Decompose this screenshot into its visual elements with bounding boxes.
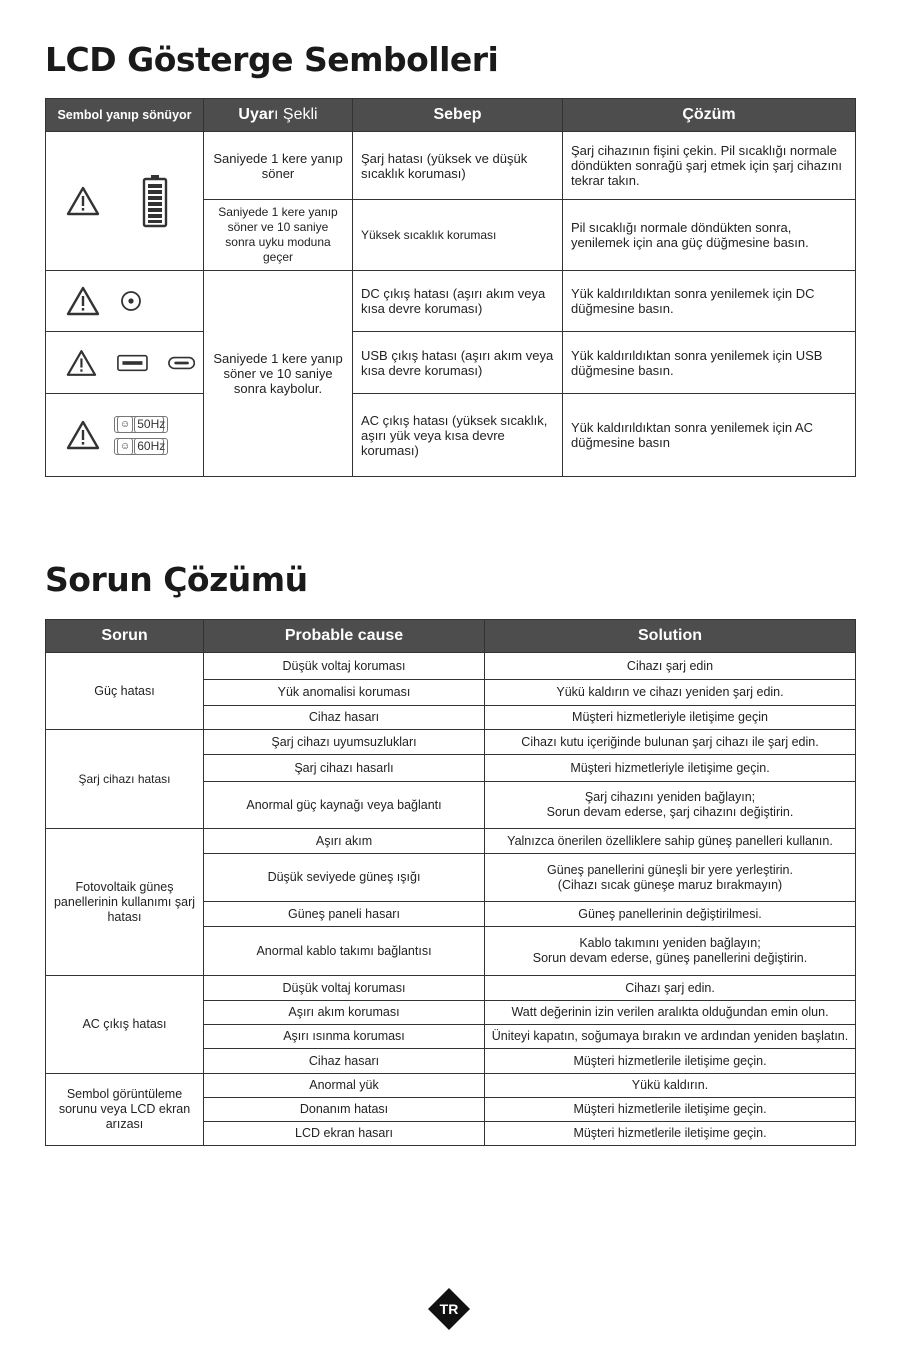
solution-line: Sorun devam ederse, şarj cihazını değiştirin.	[546, 805, 794, 819]
cause-cell: Şarj hatası (yüksek ve düşük sıcaklık koruması)	[353, 132, 563, 200]
cause-cell: USB çıkış hatası (aşırı akım veya kısa devre koruması)	[353, 332, 563, 394]
cause-cell: LCD ekran hasarı	[204, 1122, 485, 1146]
header-cause: Sebep	[353, 99, 563, 132]
cause-cell: Düşük seviyede güneş ışığı	[204, 854, 485, 902]
solution-line: Müşteri hizmetleriyle iletişime geçin.	[570, 760, 770, 775]
symbol-cell-battery	[46, 132, 204, 271]
cause-cell: Donanım hatası	[204, 1098, 485, 1122]
table-row	[46, 653, 856, 680]
header-cause: Probable cause	[204, 620, 485, 653]
solution-cell	[485, 1074, 856, 1098]
solution-line: Kablo takımını yeniden bağlayın;	[579, 936, 761, 950]
cause-cell: DC çıkış hatası (aşırı akım veya kısa devre koruması)	[353, 271, 563, 332]
warning-triangle-icon	[66, 348, 97, 378]
cause-cell: AC çıkış hatası (yüksek sıcaklık, aşırı yük veya kısa devre koruması)	[353, 394, 563, 477]
cause-cell: Güneş paneli hasarı	[204, 902, 485, 927]
solution-line: Yükü kaldırın ve cihazı yeniden şarj edin.	[556, 685, 784, 699]
cause-cell: Aşırı akım	[204, 829, 485, 854]
solution-cell	[485, 1122, 856, 1146]
symbol-cell-dc	[46, 271, 204, 332]
hz-50-icon: ☺ 50Hz	[114, 416, 164, 433]
solution-cell: Yük kaldırıldıktan sonra yenilemek için DC düğmesine basın.	[563, 271, 856, 332]
solution-cell	[485, 1049, 856, 1074]
solution-line: Yükü kaldırın.	[631, 1078, 709, 1092]
table-row	[46, 1074, 856, 1098]
cause-cell: Anormal güç kaynağı veya bağlantı	[204, 782, 485, 829]
solution-cell: Yük kaldırıldıktan sonra yenilemek için AC düğmesine basın	[563, 394, 856, 477]
solution-line: Cihazı kutu içeriğinde bulunan şarj cihazı ile şarj edin.	[521, 734, 819, 749]
solution-line: Yalnızca önerilen özelliklere sahip güneş panelleri kullanın.	[507, 833, 833, 848]
solution-cell: Pil sıcaklığı normale döndükten sonra, yenilemek için ana güç düğmesine basın.	[563, 200, 856, 271]
trouble-section-title: Sorun Çözümü	[45, 560, 308, 599]
header-problem: Sorun	[46, 620, 204, 653]
warning-triangle-icon	[66, 420, 100, 450]
solution-line: Üniteyi kapatın, soğumaya bırakın ve ardından yeniden başlatın.	[491, 1029, 849, 1043]
battery-icon	[142, 174, 168, 228]
solution-cell	[485, 653, 856, 680]
lcd-section-title: LCD Gösterge Sembolleri	[45, 40, 499, 79]
solution-line: Güneş panellerini güneşli bir yere yerleştirin.	[547, 862, 793, 877]
solution-cell	[485, 706, 856, 730]
cause-cell: Yüksek sıcaklık koruması	[353, 200, 563, 271]
solution-cell	[485, 854, 856, 902]
table-row	[46, 730, 856, 755]
problem-cell: Sembol görüntüleme sorunu veya LCD ekran arızası	[46, 1074, 204, 1146]
problem-cell: Güç hatası	[46, 653, 204, 730]
solution-line: Müşteri hizmetlerile iletişime geçin.	[573, 1126, 767, 1140]
dc-port-icon	[120, 290, 142, 312]
warning-triangle-icon	[66, 186, 100, 216]
problem-cell: Fotovoltaik güneş panellerinin kullanımı şarj hatası	[46, 829, 204, 976]
solution-cell	[485, 1098, 856, 1122]
solution-cell	[485, 730, 856, 755]
usb-c-port-icon	[168, 356, 195, 370]
solution-cell	[485, 1025, 856, 1049]
cause-cell: Yük anomalisi koruması	[204, 680, 485, 706]
solution-line: Cihazı şarj edin.	[625, 980, 715, 995]
solution-line: Müşteri hizmetlerile iletişime geçin.	[573, 1053, 767, 1068]
troubleshooting-table	[45, 619, 856, 1146]
solution-cell	[485, 1001, 856, 1025]
solution-cell	[485, 680, 856, 706]
solution-cell	[485, 902, 856, 927]
warning-cell: Saniyede 1 kere yanıp söner	[204, 132, 353, 200]
solution-cell	[485, 927, 856, 976]
cause-cell: Anormal kablo takımı bağlantısı	[204, 927, 485, 976]
header-warning: Uyarı Şekli	[204, 99, 353, 132]
solution-line: Müşteri hizmetlerile iletişime geçin.	[573, 1102, 767, 1116]
header-symbol: Sembol yanıp sönüyor	[46, 99, 204, 132]
header-solution: Çözüm	[563, 99, 856, 132]
cause-cell: Düşük voltaj koruması	[204, 976, 485, 1001]
symbol-cell-ac	[46, 394, 204, 477]
hz-60-icon: ☺ 60Hz	[114, 438, 164, 455]
problem-cell: Şarj cihazı hatası	[46, 730, 204, 829]
cause-cell: Şarj cihazı uyumsuzlukları	[204, 730, 485, 755]
header-solution: Solution	[485, 620, 856, 653]
solution-cell	[485, 829, 856, 854]
warning-cell: Saniyede 1 kere yanıp söner ve 10 saniye sonra kaybolur.	[204, 271, 353, 477]
cause-cell: Cihaz hasarı	[204, 706, 485, 730]
solution-line: Watt değerinin izin verilen aralıkta olduğundan emin olun.	[511, 1005, 829, 1019]
solution-line: Sorun devam ederse, güneş panellerini değiştirin.	[532, 951, 808, 965]
cause-cell: Aşırı ısınma koruması	[204, 1025, 485, 1049]
solution-line: (Cihazı sıcak güneşe maruz bırakmayın)	[557, 877, 783, 892]
warning-triangle-icon	[66, 286, 100, 316]
language-badge-text: TR	[439, 1301, 459, 1317]
solution-cell	[485, 755, 856, 782]
problem-cell: AC çıkış hatası	[46, 976, 204, 1074]
solution-line: Müşteri hizmetleriyle iletişime geçin	[572, 710, 768, 724]
cause-cell: Cihaz hasarı	[204, 1049, 485, 1074]
warning-cell: Saniyede 1 kere yanıp söner ve 10 saniye sonra uyku moduna geçer	[204, 200, 353, 271]
symbol-cell-usb	[46, 332, 204, 394]
solution-cell	[485, 782, 856, 829]
language-badge-icon	[427, 1287, 471, 1331]
solution-cell: Şarj cihazının fişini çekin. Pil sıcaklığı normale döndükten sonrağü şarj etmek için şarj cihazını tekrar takın.	[563, 132, 856, 200]
cause-cell: Aşırı akım koruması	[204, 1001, 485, 1025]
cause-cell: Şarj cihazı hasarlı	[204, 755, 485, 782]
table-row	[46, 829, 856, 854]
usb-a-port-icon	[117, 354, 148, 372]
solution-cell	[485, 976, 856, 1001]
table-row	[46, 976, 856, 1001]
solution-line: Cihazı şarj edin	[626, 658, 714, 673]
lcd-symbols-table	[45, 98, 856, 477]
cause-cell: Anormal yük	[204, 1074, 485, 1098]
solution-cell: Yük kaldırıldıktan sonra yenilemek için USB düğmesine basın.	[563, 332, 856, 394]
solution-line: Güneş panellerinin değiştirilmesi.	[578, 906, 762, 921]
cause-cell: Düşük voltaj koruması	[204, 653, 485, 680]
solution-line: Şarj cihazını yeniden bağlayın;	[584, 790, 756, 804]
